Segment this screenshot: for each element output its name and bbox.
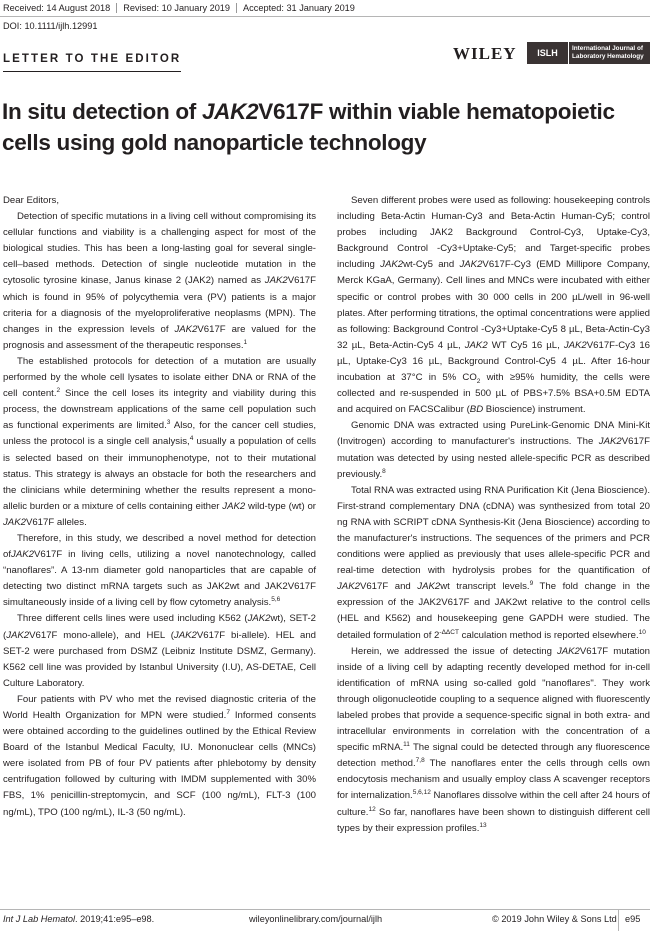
doi[interactable]: DOI: 10.1111/ijlh.12991 [3,21,98,31]
citation-ref[interactable]: 10 [638,628,646,636]
article-dates [3,3,361,13]
paragraph: Total RNA was extracted using RNA Purification Kit (Jena Bioscience). First-strand complementary DNA (cDNA) was synthesized from total 20 ng RNA with SCRIPT cDNA Synthesis-Kit (Jena Bioscience) according to the manufacturer's instructions. The sequences of the primers and PCR conditions were applied as previously that uses allele-specific PCR and real-time detection with hydrolysis probes for the quantification of JAK2V617F and JAK2wt transcript levels.$^9$ The fold change in the expression of the JAK2V617F and JAK2wt relative to the control cells (HEL and K562) and housekeeping gene GAPDH were studied. The detailed formulation of $2^{-\Delta\Delta CT}$ calculation method is reported elsewhere.$^{10}$ [337,484,650,641]
revised-date: Revised: 10 January 2019 [117,3,237,13]
citation-ref[interactable]: 5,6,12 [412,789,431,797]
paragraph: Three different cells lines were used including K562 (JAK2wt), SET-2 (JAK2V617F mono-allele), and HEL (JAK2V617F bi-allele). HEL and SET-2 were purchased from DSMZ (Leibniz Institute DSMZ, Germany). K562 cell line was provided by Istanbul University (I.U), AS-DETAE, Cell Culture Laboratory. [3,613,316,689]
journal-citation: Int J Lab Hematol. 2019;41:e95–e98. [3,914,155,924]
right-column [337,193,650,837]
section-label: LETTER TO THE EDITOR [3,53,182,65]
citation-ref[interactable]: 5,6 [271,596,281,604]
paragraph: Herein, we addressed the issue of detecting JAK2V617F mutation inside of a living cell by adapting recently developed method for in-cell identification of mRNA using so-called gold "nanoflares". They work through oligonucleotide coupling to a sequence aligned with fluorescently labeled probes that provide a sequence-specific signal in both extra- and intracellular environments in correlation with the concentration of a specific mRNA.$^{11}$ The signal could be detected through any fluorescence detection method.$^{7,8}$ The nanoflares enter the cells through cells own endocytosis mechanism and usually employ class A scavenger receptors for internalization.$^{5,6,12}$ Nanoflares dissolve within the cell after 24 hours of culture.$^{12}$ So far, nanoflares have been shown to distinguish different cell types by their expression profiles.$^{13}$ [337,645,650,834]
page-number: e95 [618,909,640,931]
journal-logo [527,42,650,64]
citation-ref[interactable]: 3 [166,419,171,427]
paragraph: Detection of specific mutations in a living cell without compromising its cellular functions and viability is a challenging aspect for most of the biological studies. This has been a long-lasting goal for several single-cell–based methods. Detection of single nucleotide mutation in the cytosolic tyrosine kinase, Janus kinase 2 (JAK2) named as JAK2V617F which is found in 95% of polycythemia vera (PV) patients is a major criteria for a diagnosis of the myeloproliferative neoplasms (MPN). The changes in the expression levels of JAK2V617F are valued for the prognosis and assessment of the therapeutic responses.$^1$ [3,211,316,351]
islh-logo-icon: ISLH [527,42,569,64]
citation-ref[interactable]: 8 [382,467,386,475]
header-divider [0,16,650,17]
paragraph: The established protocols for detection of a mutation are usually performed by the whole cell lysates to isolate either DNA or RNA of the cell content.$^2$ Since the cell loses its integrity and viability during this process, the downstream applications of the same cell population such as functional experiments are limited.$^3$ Also, for the cancer cell studies, unless the protocol is a single cell analysis,$^4$ usually a population of cells is selected based on their immunophenotype, not to their mutational status. This strategy is always an obstacle for both the researchers and the clinicians while determining whether the results represent a mono-allelic burden or a mixture of cells containing either JAK2 wild-type (wt) or JAK2V617F alleles. [3,355,317,528]
section-underline [3,71,181,72]
article-title: In situ detection of JAK2V617F within viable hematopoietic cells using gold nanoparticle technology [2,99,615,155]
copyright: © 2019 John Wiley & Sons Ltd [492,914,617,924]
citation-ref[interactable]: 11 [403,741,410,749]
paragraph: Four patients with PV who met the revised diagnostic criteria of the World Health Organization for MPN were studied.$^7$ Informed consents were obtained according to the guidelines outlined by the Ethical Review Board of the Istanbul Medical Faculty, IU. Mononuclear cells (MNCs) were isolated from PB of four PV patients after phlebotomy by density centrifugation followed by culturing with IMDM supplemented with 30% FBS, 1% penicillin-streptomycin, and SCF (100 ng/mL), FLT-3 (100 ng/mL), TPO (100 ng/mL), IL-3 (50 ng/mL). [3,693,316,818]
paragraph: Seven different probes were used as following: housekeeping controls including Beta-Actin Human-Cy3 and Beta-Actin Human-Cy5; control probes including JAK2 Background Control-Cy3, Uptake-Cy3, Background Control -Cy3+Uptake-Cy5; and Target-specific probes including JAK2wt-Cy5 and JAK2V617F-Cy3 (EMD Millipore Company, Merck KGaA, Germany). Cell lines and MNCs were incubated with either specific or control probes with 30 000 cells in 200 µL/well in 96-well plates. After performing titrations, the optimal concentrations were applied as following: Background Control -Cy3+Uptake-Cy5 8 µL, Beta-Actin-Cy3 32 µL, Beta-Actin-Cy5 4 µL, JAK2 WT Cy5 16 µL, JAK2V617F-Cy3 16 µL, Uptake-Cy3 16 µL, Background Control-Cy5 4 µL. After 16-hour incubation at 37°C in 5% $CO_2$ with ≥95% humidity, the cells were collected and re-suspended in 500 µL of PBS+7.5% BSA+0.5M EDTA and acquired on FACSCalibur (BD Bioscience) instrument. [337,195,650,416]
citation-ref[interactable]: 13 [479,821,487,829]
citation-ref[interactable]: 9 [529,580,534,588]
citation-ref[interactable]: 12 [368,805,376,813]
citation-ref[interactable]: 4 [189,435,194,443]
paragraph: Therefore, in this study, we described a novel method for detection ofJAK2V617F in living cells, utilizing a novel nanotechnology, called “nanoflares”. A 13-nm diameter gold nanoparticles that are capable of detecting two distinct mRNA targets such as JAK2wt and JAK2V617F simultaneously inside of a living cell by flow cytometry analysis.$^{5,6}$ [3,532,316,609]
journal-name-logo: International Journal of Laboratory Hematology [572,45,644,60]
accepted-date: Accepted: 31 January 2019 [243,3,355,13]
salutation: Dear Editors, [3,195,59,206]
footer-divider [0,909,650,910]
journal-url[interactable]: wileyonlinelibrary.com/journal/ijlh [249,914,383,924]
paragraph: Genomic DNA was extracted using PureLink-Genomic DNA Mini-Kit (Invitrogen) according to manufacturer's instructions. The JAK2V617F mutation was detected by using nested allele-specific PCR as described previously.$^8$ [337,420,650,480]
citation-ref[interactable]: 2 [56,387,61,395]
citation-ref[interactable]: 1 [243,338,248,346]
citation-ref[interactable]: 7 [226,709,230,716]
citation-ref[interactable]: 7,8 [415,757,425,765]
left-column [3,193,316,821]
wiley-logo: WILEY [453,44,517,63]
received-date: Received: 14 August 2018 [3,3,117,13]
